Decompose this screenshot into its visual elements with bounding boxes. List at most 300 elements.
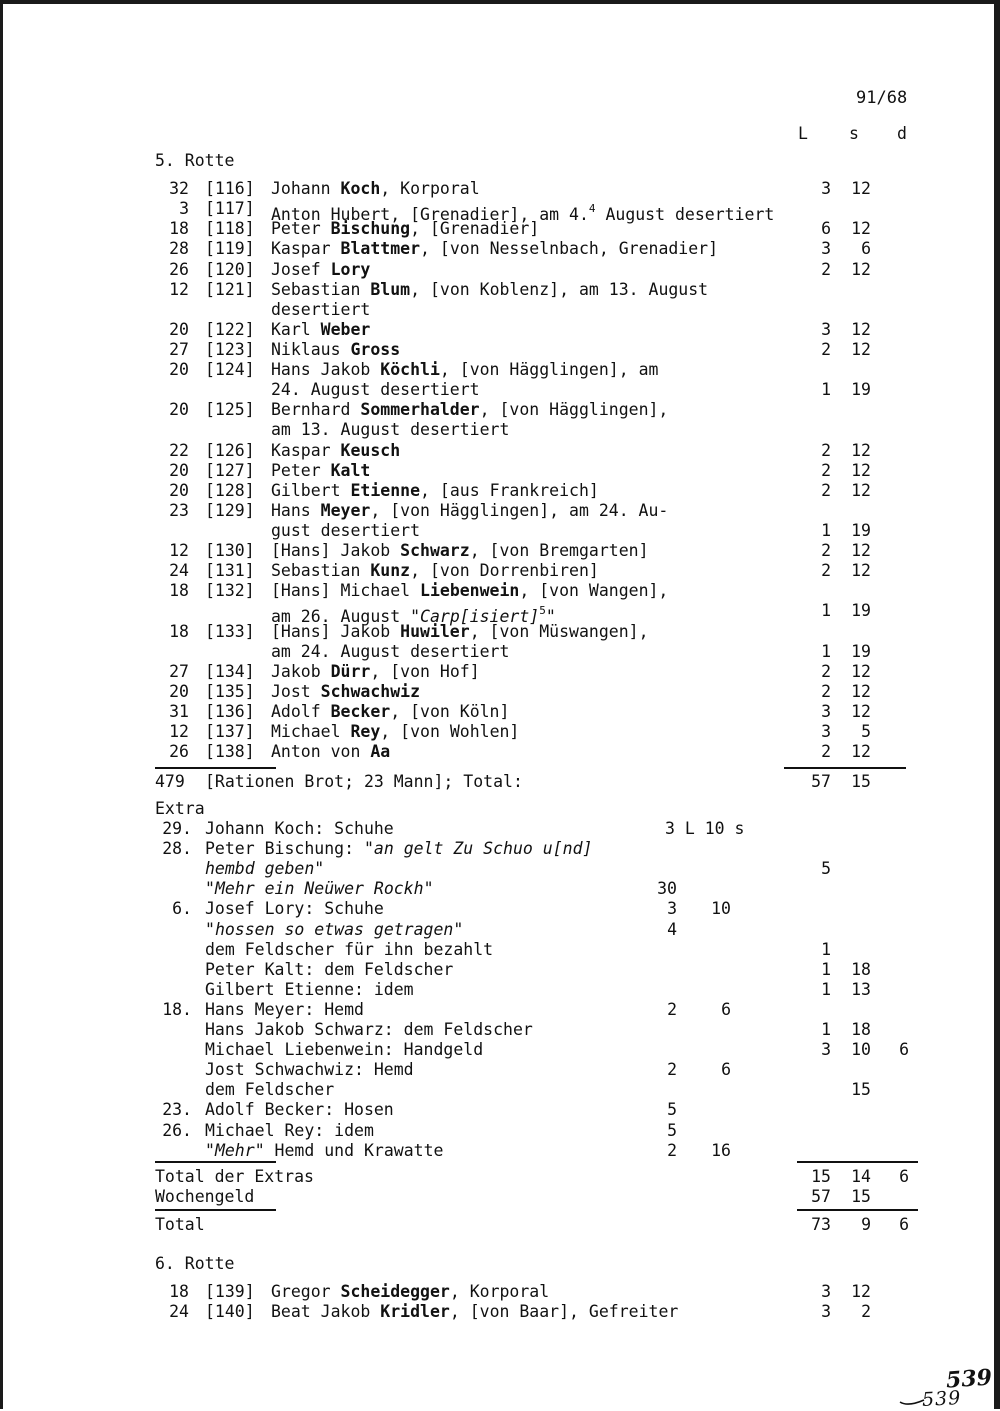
row-id: [129] xyxy=(205,500,255,520)
extra-text xyxy=(205,859,324,879)
extra-text-plain: Gilbert Etienne: idem xyxy=(205,979,414,999)
name-detail: , [von Wangen], xyxy=(519,581,669,601)
row-count: 32 xyxy=(169,179,189,198)
row-id: [119] xyxy=(205,239,255,259)
name-detail: , [von Wohlen] xyxy=(380,722,520,742)
header-s: s xyxy=(849,124,859,143)
total-label: Wochengeld xyxy=(155,1187,255,1206)
extra-text xyxy=(205,940,493,960)
name-detail: , [von Nesselnbach, Grenadier] xyxy=(420,239,719,259)
amount-s: 19 xyxy=(851,380,871,400)
row-name xyxy=(271,179,480,199)
handwritten-flourish xyxy=(898,1396,928,1408)
surname: Becker xyxy=(330,702,391,721)
row-name xyxy=(271,461,370,481)
row-id: [140] xyxy=(205,1302,255,1321)
extra-amount-s: 15 xyxy=(851,1080,871,1100)
row-name xyxy=(271,260,370,280)
extra-amount-s: 13 xyxy=(851,979,871,999)
rotte5-rule-right xyxy=(784,767,906,769)
continuation-text: am 26. August " xyxy=(271,607,421,627)
given-name: Hans xyxy=(271,500,321,520)
extra-text-plain: " xyxy=(423,879,434,899)
continuation-text: am 13. August desertiert xyxy=(271,420,510,440)
amount-L: 2 xyxy=(821,541,831,561)
scan-border-top xyxy=(0,0,1000,4)
extra-text-quote: Mehr ein Neüwer Rockh xyxy=(214,879,424,899)
extra-text-plain: Jost Schwachwiz: Hemd xyxy=(205,1060,414,1080)
amount-L: 1 xyxy=(821,520,831,540)
name-detail: , [von Hägglingen], am 24. Au- xyxy=(370,500,669,520)
row-name xyxy=(271,360,658,380)
row-count: 26 xyxy=(169,742,189,762)
total-s: 9 xyxy=(861,1215,871,1234)
extra-text xyxy=(205,960,453,980)
extra-text-plain: " xyxy=(205,1140,215,1160)
name-detail: , [Grenadier] xyxy=(410,219,540,239)
row-name xyxy=(271,581,668,601)
amount-L: 2 xyxy=(821,440,831,460)
extra-amount-s: 18 xyxy=(851,959,871,979)
row-id: [122] xyxy=(205,319,255,339)
given-name: Kaspar xyxy=(271,440,341,460)
row-name xyxy=(271,742,390,762)
extra-entry-number: 29. xyxy=(162,819,192,838)
given-name: Sebastian xyxy=(271,279,371,299)
row-name-continuation xyxy=(271,521,420,541)
name-detail: , Korporal xyxy=(449,1282,550,1301)
surname: Aa xyxy=(370,742,391,762)
extra-price-L: 3 xyxy=(667,899,677,919)
extra-text-plain: Peter Bischung: " xyxy=(205,839,374,859)
extra-price: 3 L 10 s xyxy=(665,819,745,838)
row-count: 3 xyxy=(179,199,189,219)
given-name: [Hans] Jakob xyxy=(271,541,401,561)
total-d: 6 xyxy=(899,1215,909,1234)
row-id: [131] xyxy=(205,561,255,581)
surname: Dürr xyxy=(330,661,371,681)
row-count: 24 xyxy=(169,561,189,581)
amount-L: 2 xyxy=(821,681,831,701)
row-count: 24 xyxy=(169,1302,189,1321)
amount-s: 19 xyxy=(851,520,871,540)
row-count: 20 xyxy=(169,319,189,339)
amount-L: 6 xyxy=(821,219,831,239)
surname: Schwarz xyxy=(400,541,470,561)
extra-text-plain: dem Feldscher xyxy=(205,1080,335,1100)
amount-L: 3 xyxy=(821,179,831,198)
extra-text xyxy=(205,1020,533,1040)
total-s: 14 xyxy=(851,1167,871,1186)
row-name xyxy=(271,320,370,340)
surname: Schwachwiz xyxy=(320,681,421,701)
extra-text-quote: Mehr xyxy=(214,1140,255,1160)
row-count: 12 xyxy=(169,722,189,742)
extra-price-L: 30 xyxy=(657,879,677,899)
surname: Weber xyxy=(320,319,371,339)
row-id: [123] xyxy=(205,340,255,360)
extra-amount-s: 18 xyxy=(851,1020,871,1039)
total-label: Total xyxy=(155,1215,205,1234)
given-name: Peter xyxy=(271,219,331,239)
given-name: Anton Hubert, [Grenadier], am 4. xyxy=(271,205,589,225)
rotte5-total-s: 15 xyxy=(851,772,871,791)
rotte5-title: 5. Rotte xyxy=(155,151,235,170)
row-id: [136] xyxy=(205,702,255,721)
extra-text-plain: " xyxy=(205,879,215,899)
extra-amount-L: 1 xyxy=(821,959,831,979)
name-detail: , [von Koblenz], am 13. August xyxy=(410,279,709,299)
extra-price-L: 5 xyxy=(667,1100,677,1120)
total-d: 6 xyxy=(899,1167,909,1186)
name-detail: , [von Hof] xyxy=(370,661,480,681)
extra-text-quote: an gelt Zu Schuo u[nd] xyxy=(373,839,593,859)
amount-s: 12 xyxy=(851,702,871,721)
surname: Bischung xyxy=(330,219,411,239)
given-name: Hans Jakob xyxy=(271,360,381,380)
total-label: Total der Extras xyxy=(155,1167,314,1186)
given-name: Josef xyxy=(271,259,331,279)
extra-text-quote: hembd geben xyxy=(205,859,315,879)
extra-text xyxy=(205,1141,443,1161)
extra-text xyxy=(205,1121,374,1141)
extra-text xyxy=(205,1000,364,1020)
handwritten-page-number: 539 xyxy=(945,1364,993,1394)
row-name xyxy=(271,662,480,682)
extra-price-L: 2 xyxy=(667,999,677,1019)
amount-s: 12 xyxy=(851,460,871,480)
row-id: [130] xyxy=(205,541,255,561)
row-count: 18 xyxy=(169,581,189,601)
row-count: 12 xyxy=(169,541,189,561)
given-name: Michael xyxy=(271,722,351,742)
row-name xyxy=(271,1282,549,1302)
given-name: Gregor xyxy=(271,1282,341,1301)
surname: Köchli xyxy=(380,360,440,380)
amount-s: 12 xyxy=(851,561,871,581)
given-name: Anton von xyxy=(271,742,371,762)
row-id: [125] xyxy=(205,400,255,420)
row-count: 22 xyxy=(169,440,189,460)
surname: Blum xyxy=(370,279,411,299)
amount-s: 12 xyxy=(851,1282,871,1301)
row-id: [133] xyxy=(205,621,255,641)
surname: Koch xyxy=(340,179,381,198)
extra-text xyxy=(205,1100,394,1120)
extra-text xyxy=(205,1040,483,1060)
extra-price-s: 10 xyxy=(711,899,731,919)
extra-entry-number: 6. xyxy=(172,899,192,919)
extra-price-L: 2 xyxy=(667,1060,677,1080)
given-name: Niklaus xyxy=(271,340,351,360)
given-name: Karl xyxy=(271,319,321,339)
surname: Gross xyxy=(350,340,401,360)
surname: Keusch xyxy=(340,440,401,460)
surname: Scheidegger xyxy=(340,1282,450,1301)
row-id: [124] xyxy=(205,360,255,380)
row-count: 20 xyxy=(169,460,189,480)
rotte5-total-L: 57 xyxy=(811,772,831,791)
row-name-continuation xyxy=(271,300,370,320)
row-count: 26 xyxy=(169,259,189,279)
row-count: 20 xyxy=(169,681,189,701)
row-count: 31 xyxy=(169,702,189,721)
continuation-text: am 24. August desertiert xyxy=(271,641,510,661)
surname: Kunz xyxy=(370,561,411,581)
row-id: [128] xyxy=(205,480,255,500)
continuation-text: " xyxy=(545,607,556,627)
row-name-continuation xyxy=(271,642,509,662)
extra-text-quote: hossen so etwas getragen xyxy=(214,919,454,939)
row-id: [132] xyxy=(205,581,255,601)
amount-L: 3 xyxy=(821,702,831,721)
row-name xyxy=(271,239,718,259)
name-detail: , [von Hägglingen], xyxy=(479,400,669,420)
surname: Rey xyxy=(350,722,381,742)
extra-amount-L: 1 xyxy=(821,979,831,999)
extra-text xyxy=(205,839,592,859)
page-number: 91/68 xyxy=(856,88,908,108)
given-name: Sebastian xyxy=(271,561,371,581)
extra-amount-L: 1 xyxy=(821,939,831,959)
amount-s: 19 xyxy=(851,641,871,661)
row-name xyxy=(271,400,668,420)
amount-s: 12 xyxy=(851,742,871,762)
amount-L: 3 xyxy=(821,722,831,742)
extra-text-plain: Hans Meyer: Hemd xyxy=(205,999,364,1019)
row-name xyxy=(271,561,599,581)
surname: Kalt xyxy=(330,460,371,480)
name-detail: , [von Köln] xyxy=(390,702,510,721)
extra-text-plain: Josef Lory: Schuhe xyxy=(205,899,384,919)
amount-L: 3 xyxy=(821,1302,831,1321)
row-name xyxy=(271,541,649,561)
amount-s: 12 xyxy=(851,219,871,239)
wochengeld-rule-left xyxy=(155,1209,276,1211)
row-name xyxy=(271,1302,678,1322)
row-name xyxy=(271,280,708,300)
extras-rule-right xyxy=(797,1161,918,1163)
extra-amount-L: 1 xyxy=(821,1020,831,1039)
row-name xyxy=(271,622,649,642)
extra-text-plain: " xyxy=(205,919,215,939)
extra-amount-L: 3 xyxy=(821,1040,831,1060)
row-name xyxy=(271,501,668,521)
row-count: 18 xyxy=(169,1282,189,1301)
extra-entry-number: 26. xyxy=(162,1120,192,1140)
extra-text xyxy=(205,1060,414,1080)
amount-L: 1 xyxy=(821,641,831,661)
amount-s: 12 xyxy=(851,661,871,681)
row-count: 12 xyxy=(169,279,189,299)
amount-s: 2 xyxy=(861,1302,871,1321)
row-id: [117] xyxy=(205,199,255,219)
name-detail: , [von Müswangen], xyxy=(469,621,649,641)
amount-L: 3 xyxy=(821,239,831,259)
handwritten-page-number-stamp: 539 xyxy=(921,1386,962,1411)
extra-text xyxy=(205,920,463,940)
rotte5-rule-left xyxy=(155,767,276,769)
footnote-mark: 4 xyxy=(588,202,596,216)
surname: Liebenwein xyxy=(420,581,520,601)
amount-s: 12 xyxy=(851,340,871,360)
extra-text xyxy=(205,980,414,1000)
footnote-mark: 5 xyxy=(539,604,546,618)
extra-text-plain: Johann Koch: Schuhe xyxy=(205,819,394,838)
extra-text-plain: " xyxy=(453,919,464,939)
given-name: Adolf xyxy=(271,702,331,721)
amount-L: 3 xyxy=(821,319,831,339)
extra-text-plain: Peter Kalt: dem Feldscher xyxy=(205,959,454,979)
name-detail: , [von Hägglingen], am xyxy=(439,360,659,380)
amount-L: 2 xyxy=(821,561,831,581)
row-count: 18 xyxy=(169,621,189,641)
rotte6-title: 6. Rotte xyxy=(155,1254,235,1273)
rotte5-total-label: [Rationen Brot; 23 Mann]; Total: xyxy=(205,772,523,791)
amount-L: 2 xyxy=(821,661,831,681)
row-count: 28 xyxy=(169,239,189,259)
given-name: Jakob xyxy=(271,661,331,681)
extras-rule-left xyxy=(155,1161,276,1163)
continuation-italic: Carp[isiert] xyxy=(420,607,540,627)
continuation-text: desertiert xyxy=(271,299,371,319)
total-L: 15 xyxy=(811,1167,831,1186)
row-id: [116] xyxy=(205,179,255,198)
row-id: [138] xyxy=(205,742,255,762)
extra-text-plain: Michael Rey: idem xyxy=(205,1120,374,1140)
row-count: 20 xyxy=(169,480,189,500)
amount-s: 12 xyxy=(851,259,871,279)
given-name: Peter xyxy=(271,460,331,480)
row-name xyxy=(271,219,539,239)
extra-title: Extra xyxy=(155,799,205,818)
given-name: Jost xyxy=(271,681,321,701)
amount-L: 2 xyxy=(821,742,831,762)
extra-amount-d: 6 xyxy=(899,1040,909,1060)
row-id: [118] xyxy=(205,219,255,239)
extra-text xyxy=(205,1080,334,1100)
given-name: Kaspar xyxy=(271,239,341,259)
continuation-text: 24. August desertiert xyxy=(271,380,480,400)
surname: Meyer xyxy=(320,500,371,520)
name-detail: , [von Bremgarten] xyxy=(469,541,649,561)
extra-price-s: 6 xyxy=(721,1060,731,1080)
row-id: [135] xyxy=(205,681,255,701)
extra-price-s: 16 xyxy=(711,1140,731,1160)
amount-s: 19 xyxy=(851,601,871,621)
amount-L: 3 xyxy=(821,1282,831,1301)
surname: Etienne xyxy=(350,480,421,500)
amount-s: 12 xyxy=(851,179,871,198)
row-id: [139] xyxy=(205,1282,255,1301)
row-count: 20 xyxy=(169,400,189,420)
extra-text-plain: Adolf Becker: Hosen xyxy=(205,1100,394,1120)
given-name: Bernhard xyxy=(271,400,361,420)
total-s: 15 xyxy=(851,1187,871,1206)
rotte5-total-count: 479 xyxy=(155,772,185,791)
row-count: 23 xyxy=(169,500,189,520)
row-id: [127] xyxy=(205,460,255,480)
row-id: [120] xyxy=(205,259,255,279)
amount-s: 12 xyxy=(851,319,871,339)
extra-price-s: 6 xyxy=(721,999,731,1019)
amount-s: 6 xyxy=(861,239,871,259)
extra-text xyxy=(205,819,394,839)
extra-entry-number: 23. xyxy=(162,1100,192,1120)
scan-border-right xyxy=(994,0,1000,1409)
row-id: [137] xyxy=(205,722,255,742)
row-name xyxy=(271,481,599,501)
surname: Huwiler xyxy=(400,621,470,641)
extra-text xyxy=(205,899,384,919)
name-detail: , Korporal xyxy=(380,179,480,198)
amount-L: 2 xyxy=(821,480,831,500)
row-id: [126] xyxy=(205,440,255,460)
amount-s: 12 xyxy=(851,440,871,460)
amount-L: 1 xyxy=(821,601,831,621)
extra-amount-L: 5 xyxy=(821,859,831,879)
extra-text-plain: Hans Jakob Schwarz: dem Feldscher xyxy=(205,1020,533,1039)
row-name-continuation xyxy=(271,380,480,400)
continuation-text: gust desertiert xyxy=(271,520,421,540)
row-id: [121] xyxy=(205,279,255,299)
extra-amount-s: 10 xyxy=(851,1040,871,1060)
given-name: Beat Jakob xyxy=(271,1302,381,1321)
row-name-continuation xyxy=(271,420,509,440)
header-d: d xyxy=(897,124,907,143)
extra-price-L: 2 xyxy=(667,1140,677,1160)
row-count: 18 xyxy=(169,219,189,239)
amount-s: 12 xyxy=(851,541,871,561)
wochengeld-rule-right xyxy=(797,1209,918,1211)
amount-L: 2 xyxy=(821,259,831,279)
amount-s: 12 xyxy=(851,480,871,500)
name-detail: , [von Dorrenbiren] xyxy=(410,561,599,581)
amount-s: 12 xyxy=(851,681,871,701)
total-L: 57 xyxy=(811,1187,831,1206)
scan-border-left xyxy=(0,0,3,1409)
row-name xyxy=(271,682,420,702)
extra-text-plain: Michael Liebenwein: Handgeld xyxy=(205,1040,484,1060)
row-count: 27 xyxy=(169,661,189,681)
name-suffix: August desertiert xyxy=(595,205,775,225)
extra-text-plain: " Hemd und Krawatte xyxy=(254,1140,444,1160)
row-name xyxy=(271,441,400,461)
row-count: 27 xyxy=(169,340,189,360)
row-count: 20 xyxy=(169,360,189,380)
extra-entry-number: 28. xyxy=(162,839,192,859)
header-L: L xyxy=(798,124,808,143)
amount-s: 5 xyxy=(861,722,871,742)
given-name: [Hans] Jakob xyxy=(271,621,401,641)
name-detail: , [von Baar], Gefreiter xyxy=(449,1302,679,1321)
amount-L: 2 xyxy=(821,340,831,360)
amount-L: 1 xyxy=(821,380,831,400)
row-name xyxy=(271,722,519,742)
amount-L: 2 xyxy=(821,460,831,480)
extra-price-L: 5 xyxy=(667,1120,677,1140)
given-name: Gilbert xyxy=(271,480,351,500)
total-L: 73 xyxy=(811,1215,831,1234)
given-name: Johann xyxy=(271,179,341,198)
row-name xyxy=(271,340,400,360)
surname: Blattmer xyxy=(340,239,421,259)
surname: Lory xyxy=(330,259,371,279)
extra-text-plain: " xyxy=(314,859,325,879)
row-id: [134] xyxy=(205,661,255,681)
extra-entry-number: 18. xyxy=(162,999,192,1019)
extra-price-L: 4 xyxy=(667,919,677,939)
